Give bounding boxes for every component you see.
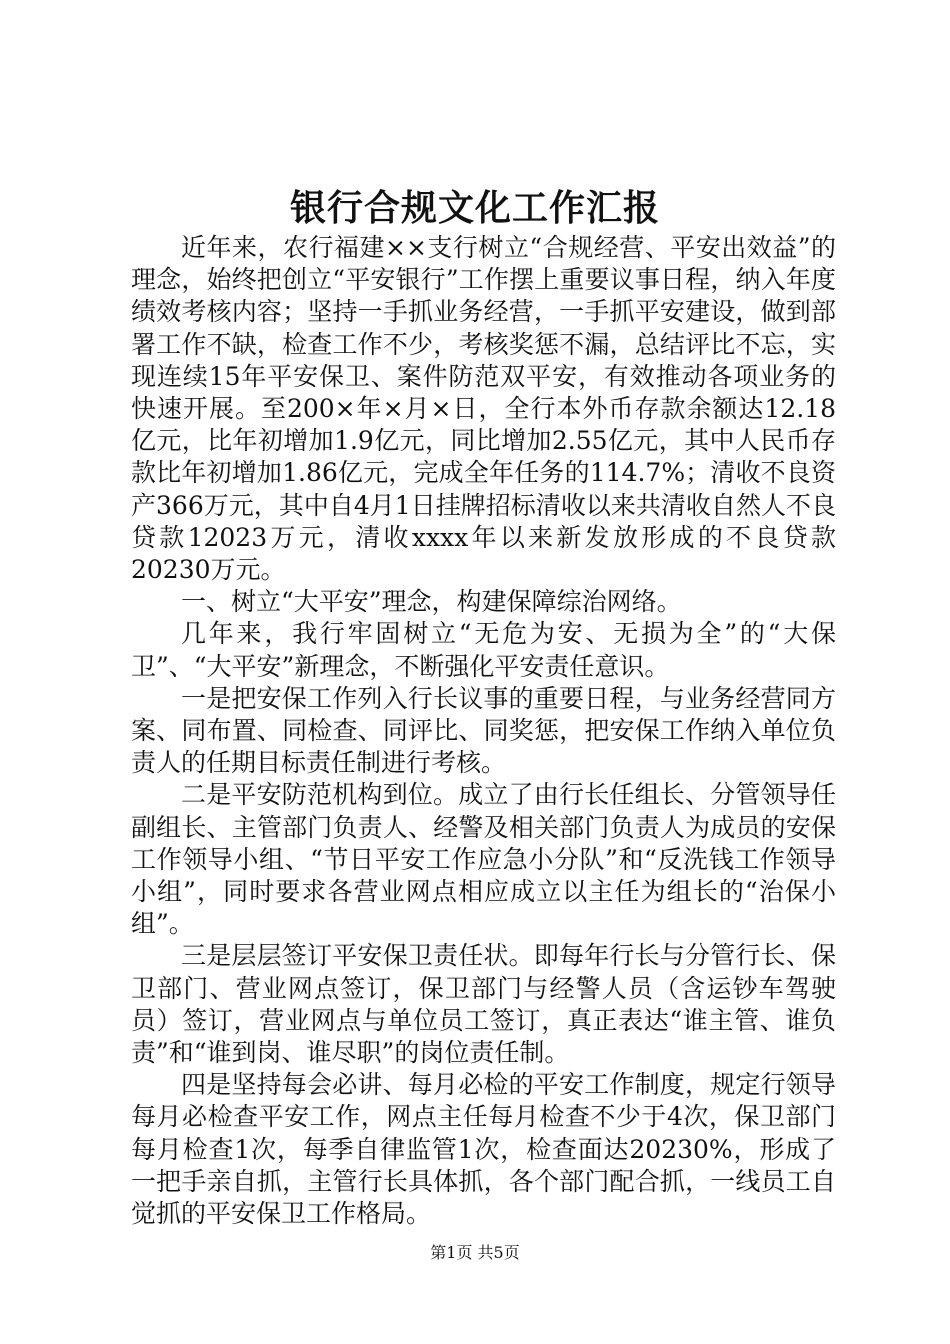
paragraph: 三是层层签订平安保卫责任状。即每年行长与分管行长、保卫部门、营业网点签订，保卫部门与经警人员（含运钞车驾驶员）签订，营业网点与单位员工签订，真正表达“谁主管、谁负责”和“谁到岗、谁尽职”的岗位责任制。 xyxy=(131,941,836,1068)
document-title: 银行合规文化工作汇报 xyxy=(289,188,660,229)
section-heading: 一、树立“大平安”理念，构建保障综治网络。 xyxy=(181,587,682,617)
paragraph: 几年来，我行牢固树立“无危为安、无损为全”的“大保卫”、“大平安”新理念，不断强化平安责任意识。 xyxy=(131,619,836,681)
document-body xyxy=(131,232,836,1230)
paragraph: 二是平安防范机构到位。成立了由行长任组长、分管领导任副组长、主管部门负责人、经警及相关部门负责人为成员的安保工作领导小组、“节日平安工作应急小分队”和“反洗钱工作领导小组”，同时要求各营业网点相应成立以主任为组长的“治保小组”。 xyxy=(131,780,836,939)
page-footer: 第1页 共5页 xyxy=(430,1243,520,1262)
paragraph: 四是坚持每会必讲、每月必检的平安工作制度，规定行领导每月必检查平安工作，网点主任每月检查不少于4次，保卫部门每月检查1次，每季自律监管1次，检查面达20230%，形成了一把手亲自抓，主管行长具体抓，各个部门配合抓，一线员工自觉抓的平安保卫工作格局。 xyxy=(131,1070,836,1229)
paragraph-intro: 近年来，农行福建××支行树立“合规经营、平安出效益”的理念，始终把创立“平安银行”工作摆上重要议事日程，纳入年度绩效考核内容；坚持一手抓业务经营，一手抓平安建设，做到部署工作不缺，检查工作不少，考核奖惩不漏，总结评比不忘，实现连续15年平安保卫、案件防范双平安，有效推动各项业务的快速开展。至200×年×月×日，全行本外币存款余额达12.18亿元，比年初增加1.9亿元，同比增加2.55亿元，其中人民币存款比年初增加1.86亿元，完成全年任务的114.7%；清收不良资产366万元，其中自4月1日挂牌招标清收以来共清收自然人不良贷款12023万元，清收xxxx年以来新发放形成的不良贷款20230万元。 xyxy=(131,233,836,585)
paragraph: 一是把安保工作列入行长议事的重要日程，与业务经营同方案、同布置、同检查、同评比、同奖惩，把安保工作纳入单位负责人的任期目标责任制进行考核。 xyxy=(131,683,836,778)
